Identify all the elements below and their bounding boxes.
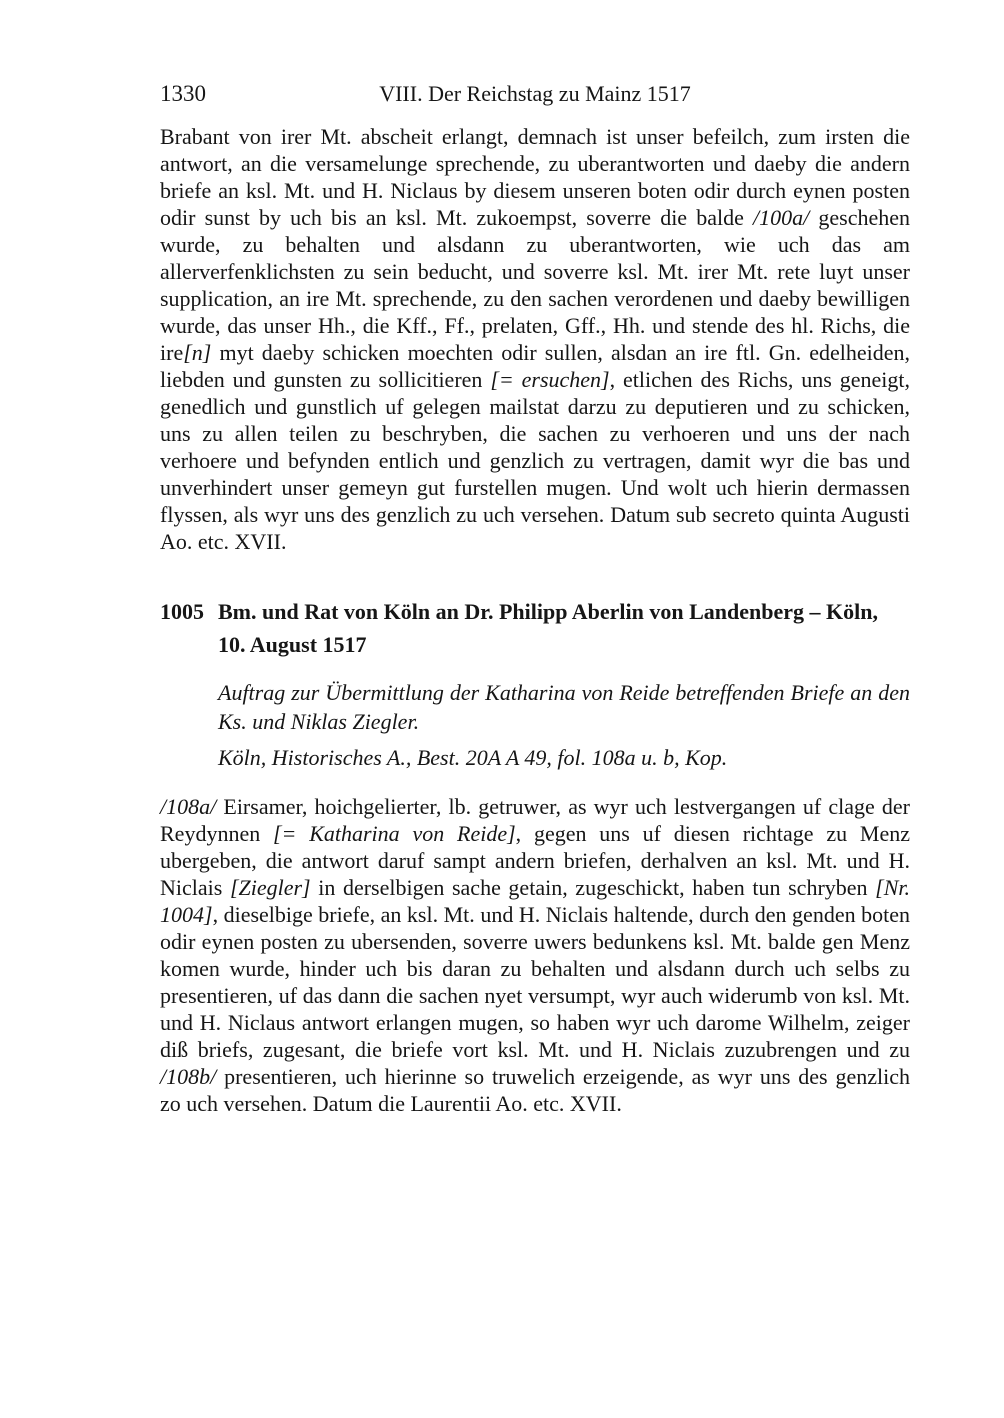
editorial-italic-segment: [Ziegler]	[229, 875, 311, 900]
entry-body-paragraph	[160, 793, 910, 1117]
text-segment: , gegen uns uf diesen richtage zu Menz ubergeben, die antwort daruf sampt andern briefen, derhalven an ksl. Mt. und H. Niclais	[160, 821, 911, 900]
text-segment: presentieren, uch hierinne so truwelich erzeigende, as wyr uns des genzlich zo uch versehen. Datum die Laurentii Ao. etc. XVII.	[160, 1064, 910, 1116]
editorial-italic-segment: /100a/	[753, 205, 810, 230]
page-content	[160, 80, 910, 1117]
page-number: 1330	[160, 81, 206, 106]
entry-source-reference: Köln, Historisches A., Best. 20A A 49, fol. 108a u. b, Kop.	[218, 745, 728, 770]
page-header	[160, 80, 910, 110]
entry-summary: Auftrag zur Übermittlung der Katharina von Reide betreffenden Briefe an den Ks. und Niklas Ziegler.	[218, 680, 910, 734]
editorial-italic-segment: /108b/	[160, 1064, 217, 1089]
editorial-italic-segment: [= Katharina von Reide]	[273, 821, 516, 846]
text-segment: , dieselbige briefe, an ksl. Mt. und H. Niclais haltende, durch den genden boten odir eynen posten zu ubersenden, soverre uwers bedunkens ksl. Mt. balde gen Menz komen wurde, hinder uch bis daran zu behalten und alsdann durch uch selbs zu presentieren, uf das dann die sachen nyet versumpt, wyr auch widerumb von ksl. Mt. und H. Niclaus antwort erlangen mugen, so haben wyr uch darome Wilhelm, zeiger diß briefs, zugesant, die briefe vort ksl. Mt. und H. Niclais zuzubrengen und zu	[160, 902, 910, 1062]
text-segment: , etlichen des Richs, uns geneigt, genedlich und gunstlich uf gelegen mailstat darzu zu deputieren und zu schicken, uns zu allen teilen zu beschryben, die sachen zu verhoeren und uns der nach verhoere und befynden entlich und genzlich zu vertragen, damit wyr die bas und unverhindert unser gemeyn gut furstellen mugen. Und wolt uch hierin dermassen flyssen, als wyr uns des genzlich zu uch versehen. Datum sub secreto quinta Augusti Ao. etc. XVII.	[160, 367, 911, 554]
text-segment: Eirsamer, hoichgelierter, lb. getruwer, as wyr uch lestvergangen uf clage der Reydynnen	[160, 794, 910, 846]
editorial-italic-segment: /108a/	[160, 794, 217, 819]
text-segment: myt daeby schicken moechten odir sullen, alsdan an ire ftl. Gn. edelheiden, liebden und gunsten zu sollicitieren	[160, 340, 910, 392]
entry-title	[218, 595, 910, 661]
editorial-italic-segment: [= ersuchen]	[490, 367, 610, 392]
running-head: VIII. Der Reichstag zu Mainz 1517	[379, 81, 691, 106]
editorial-italic-segment: [Nr. 1004]	[160, 875, 910, 927]
text-segment: geschehen wurde, zu behalten und alsdann zu uberantworten, wie uch das am allerverfenklichsten zu sein beducht, und soverre ksl. Mt. irer Mt. rete luyt unser supplication, an ire Mt. sprechende, zu den sachen verordenen und daeby bewilligen wurde, das unser Hh., die Kff., Ff., prelaten, Gff., Hh. und stende des hl. Richs, die ire	[160, 205, 910, 365]
text-segment: in derselbigen sache getain, zugeschickt, haben tun schryben	[310, 875, 876, 900]
text-segment: Brabant von irer Mt. abscheit erlangt, demnach ist unser befeilch, zum irsten die antwort, an die versamelunge sprechende, zu uberantworten und daeby die andern briefe an ksl. Mt. und H. Niclaus by diesem unseren boten odir durch eynen posten odir sunst by uch bis an ksl. Mt. zukoempst, soverre die balde	[160, 124, 910, 230]
continuation-paragraph	[160, 123, 910, 555]
entry-number: 1005	[160, 599, 204, 624]
editorial-italic-segment: [n]	[183, 340, 212, 365]
entry-heading	[160, 595, 910, 661]
entry-title-line-1: Bm. und Rat von Köln an Dr. Philipp Aberlin von Landenberg – Köln,	[218, 599, 878, 624]
entry-title-line-2: 10. August 1517	[218, 632, 367, 657]
